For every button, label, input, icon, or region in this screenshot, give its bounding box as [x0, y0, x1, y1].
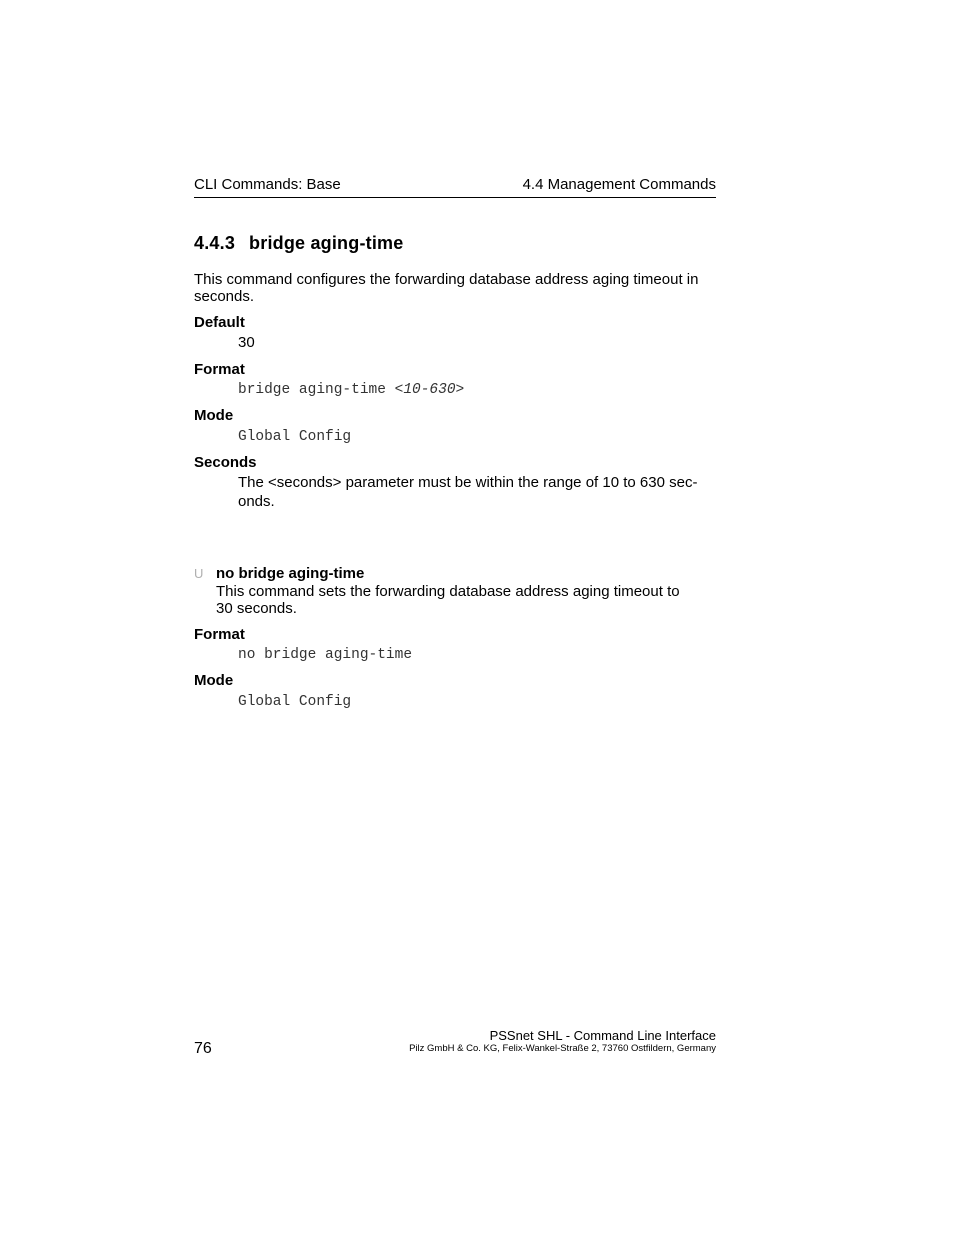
no-format-value: no bridge aging-time: [238, 647, 413, 663]
format-label: Format: [194, 361, 245, 378]
format-command: bridge aging-time <10-630>: [238, 382, 465, 398]
seconds-label: Seconds: [194, 454, 257, 471]
running-header-left: CLI Commands: Base: [194, 176, 341, 193]
footer-address: Pilz GmbH & Co. KG, Felix-Wankel-Straße 2, 73760 Ostfildern, Germany: [409, 1043, 716, 1054]
section-number: 4.4.3: [194, 233, 236, 253]
seconds-description: The <seconds> parameter must be within the range of 10 to 630 sec- onds.: [238, 474, 698, 510]
no-mode-label: Mode: [194, 672, 234, 689]
document-page: [194, 0, 716, 1235]
header-divider: [194, 197, 716, 198]
section-title: bridge aging-time: [249, 233, 404, 253]
no-command-title: no bridge aging-time: [216, 565, 365, 582]
mode-value: Global Config: [238, 429, 352, 445]
page-number: 76: [194, 1040, 212, 1057]
list-marker: U: [194, 566, 204, 581]
section-description: This command configures the forwarding database address aging timeout in seconds.: [194, 271, 699, 305]
no-mode-value: Global Config: [238, 694, 352, 710]
no-format-label: Format: [194, 626, 245, 643]
mode-label: Mode: [194, 407, 234, 424]
running-header-right: 4.4 Management Commands: [522, 176, 716, 193]
section-heading: [194, 233, 403, 254]
footer-title: PSSnet SHL - Command Line Interface: [489, 1028, 716, 1043]
default-label: Default: [194, 314, 245, 331]
no-command-description: This command sets the forwarding database address aging timeout to 30 seconds.: [216, 583, 680, 617]
default-value: 30: [238, 334, 255, 351]
